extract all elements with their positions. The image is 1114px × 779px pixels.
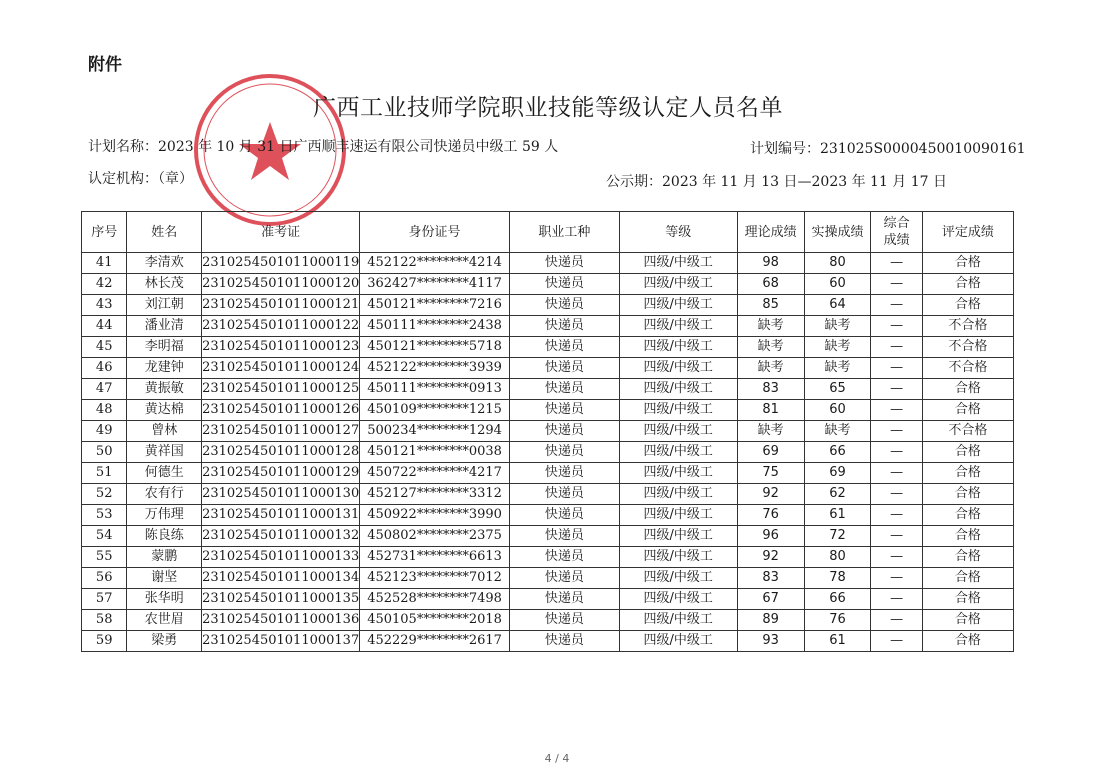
cell-ticket: 2310254501011000127 [202,421,360,442]
cell-name: 谢坚 [127,568,202,589]
table-row [82,568,1014,589]
cell-name: 农有行 [127,484,202,505]
cell-name: 陈良练 [127,526,202,547]
cell-ticket: 2310254501011000122 [202,316,360,337]
cell-grade: 四级/中级工 [619,316,737,337]
table-body [82,253,1014,652]
cell-practice: 80 [804,547,871,568]
table-row [82,484,1014,505]
cell-theory: 93 [737,631,804,652]
cell-overall: — [871,316,922,337]
cell-theory: 缺考 [737,337,804,358]
cell-name: 刘江朝 [127,295,202,316]
col-header-name: 姓名 [127,212,202,253]
cell-grade: 四级/中级工 [619,421,737,442]
attachment-label: 附件 [88,55,122,75]
cell-overall: — [871,547,922,568]
col-header-trade: 职业工种 [509,212,619,253]
cell-result: 不合格 [922,337,1013,358]
cell-name: 黄祥国 [127,442,202,463]
cell-trade: 快递员 [509,316,619,337]
cell-name: 万伟理 [127,505,202,526]
cell-overall: — [871,568,922,589]
notice-period: 公示期：2023 年 11 月 13 日—2023 年 11 月 17 日 [606,174,948,190]
cell-practice: 72 [804,526,871,547]
cell-id: 452229********2617 [360,631,510,652]
cell-practice: 61 [804,631,871,652]
cell-theory: 81 [737,400,804,421]
cell-result: 合格 [922,505,1013,526]
cell-grade: 四级/中级工 [619,484,737,505]
roster-table [81,211,1014,652]
cell-practice: 缺考 [804,337,871,358]
cell-ticket: 2310254501011000134 [202,568,360,589]
cell-overall: — [871,253,922,274]
cell-practice: 缺考 [804,358,871,379]
cell-no: 45 [82,337,127,358]
cell-no: 47 [82,379,127,400]
cell-id: 450121********0038 [360,442,510,463]
cell-theory: 85 [737,295,804,316]
cell-overall: — [871,484,922,505]
cell-no: 51 [82,463,127,484]
table-row [82,589,1014,610]
cell-theory: 89 [737,610,804,631]
cell-theory: 76 [737,505,804,526]
cell-grade: 四级/中级工 [619,253,737,274]
cell-no: 55 [82,547,127,568]
cell-overall: — [871,400,922,421]
cell-id: 452122********3939 [360,358,510,379]
table-row [82,526,1014,547]
cell-practice: 65 [804,379,871,400]
cell-result: 合格 [922,379,1013,400]
page-indicator: 4 / 4 [544,752,570,765]
cell-overall: — [871,274,922,295]
cell-overall: — [871,421,922,442]
cell-name: 李清欢 [127,253,202,274]
cell-ticket: 2310254501011000124 [202,358,360,379]
table-row [82,463,1014,484]
certifying-org: 认定机构：（章） [88,171,193,187]
cell-theory: 69 [737,442,804,463]
cell-grade: 四级/中级工 [619,337,737,358]
cell-id: 450109********1215 [360,400,510,421]
cell-trade: 快递员 [509,463,619,484]
cell-id: 452731********6613 [360,547,510,568]
page-title: 广西工业技师学院职业技能等级认定人员名单 [313,95,783,121]
cell-ticket: 2310254501011000121 [202,295,360,316]
cell-ticket: 2310254501011000135 [202,589,360,610]
cell-ticket: 2310254501011000126 [202,400,360,421]
cell-overall: — [871,337,922,358]
cell-result: 不合格 [922,316,1013,337]
cell-id: 450722********4217 [360,463,510,484]
cell-theory: 92 [737,484,804,505]
cell-name: 黄振敏 [127,379,202,400]
cell-result: 不合格 [922,421,1013,442]
table-row [82,421,1014,442]
table-header-row [82,212,1014,253]
cell-name: 黄达棉 [127,400,202,421]
cell-no: 43 [82,295,127,316]
cell-no: 48 [82,400,127,421]
table-row [82,379,1014,400]
cell-id: 452122********4214 [360,253,510,274]
cell-id: 450121********5718 [360,337,510,358]
cell-overall: — [871,463,922,484]
cell-practice: 缺考 [804,316,871,337]
cell-theory: 98 [737,253,804,274]
cell-grade: 四级/中级工 [619,379,737,400]
cell-result: 合格 [922,295,1013,316]
table-row [82,547,1014,568]
col-header-overall [871,212,922,253]
cell-ticket: 2310254501011000123 [202,337,360,358]
table-row [82,610,1014,631]
cell-name: 李明福 [127,337,202,358]
cell-grade: 四级/中级工 [619,610,737,631]
cell-practice: 78 [804,568,871,589]
table-row [82,295,1014,316]
cell-ticket: 2310254501011000130 [202,484,360,505]
col-header-overall-line2: 成绩 [883,233,910,248]
cell-theory: 83 [737,568,804,589]
cell-theory: 缺考 [737,358,804,379]
cell-practice: 66 [804,589,871,610]
cell-name: 张华明 [127,589,202,610]
cell-ticket: 2310254501011000133 [202,547,360,568]
cell-no: 52 [82,484,127,505]
cell-theory: 缺考 [737,421,804,442]
cell-overall: — [871,295,922,316]
cell-result: 合格 [922,400,1013,421]
cell-trade: 快递员 [509,442,619,463]
cell-trade: 快递员 [509,421,619,442]
cell-grade: 四级/中级工 [619,547,737,568]
cell-overall: — [871,379,922,400]
table-row [82,316,1014,337]
cell-grade: 四级/中级工 [619,589,737,610]
cell-name: 潘业清 [127,316,202,337]
cell-name: 曾林 [127,421,202,442]
cell-no: 41 [82,253,127,274]
cell-practice: 62 [804,484,871,505]
col-header-no: 序号 [82,212,127,253]
cell-trade: 快递员 [509,589,619,610]
cell-id: 452127********3312 [360,484,510,505]
cell-id: 500234********1294 [360,421,510,442]
cell-grade: 四级/中级工 [619,400,737,421]
cell-theory: 75 [737,463,804,484]
cell-overall: — [871,610,922,631]
col-header-result: 评定成绩 [922,212,1013,253]
cell-result: 合格 [922,484,1013,505]
cell-practice: 76 [804,610,871,631]
cell-no: 46 [82,358,127,379]
cell-ticket: 2310254501011000125 [202,379,360,400]
cell-result: 合格 [922,442,1013,463]
cell-overall: — [871,526,922,547]
cell-name: 蒙鹏 [127,547,202,568]
cell-trade: 快递员 [509,526,619,547]
cell-trade: 快递员 [509,253,619,274]
cell-name: 林长茂 [127,274,202,295]
col-header-ticket: 准考证 [202,212,360,253]
cell-id: 450922********3990 [360,505,510,526]
cell-practice: 80 [804,253,871,274]
cell-id: 450802********2375 [360,526,510,547]
cell-trade: 快递员 [509,274,619,295]
cell-name: 何德生 [127,463,202,484]
cell-ticket: 2310254501011000128 [202,442,360,463]
cell-ticket: 2310254501011000131 [202,505,360,526]
cell-no: 59 [82,631,127,652]
cell-ticket: 2310254501011000120 [202,274,360,295]
col-header-theory: 理论成绩 [737,212,804,253]
cell-grade: 四级/中级工 [619,526,737,547]
cell-trade: 快递员 [509,631,619,652]
cell-no: 42 [82,274,127,295]
cell-no: 54 [82,526,127,547]
cell-grade: 四级/中级工 [619,568,737,589]
cell-result: 合格 [922,274,1013,295]
cell-trade: 快递员 [509,400,619,421]
cell-theory: 68 [737,274,804,295]
cell-trade: 快递员 [509,505,619,526]
cell-grade: 四级/中级工 [619,274,737,295]
cell-trade: 快递员 [509,484,619,505]
cell-result: 合格 [922,547,1013,568]
plan-name: 计划名称：2023 年 10 月 31 日广西顺丰速运有限公司快递员中级工 59 人 [88,139,559,155]
cell-theory: 96 [737,526,804,547]
cell-no: 49 [82,421,127,442]
cell-trade: 快递员 [509,547,619,568]
cell-grade: 四级/中级工 [619,358,737,379]
cell-result: 合格 [922,631,1013,652]
cell-theory: 67 [737,589,804,610]
cell-practice: 66 [804,442,871,463]
col-header-id: 身份证号 [360,212,510,253]
cell-grade: 四级/中级工 [619,631,737,652]
table-row [82,400,1014,421]
cell-trade: 快递员 [509,358,619,379]
cell-ticket: 2310254501011000132 [202,526,360,547]
cell-theory: 83 [737,379,804,400]
cell-id: 450111********2438 [360,316,510,337]
cell-no: 44 [82,316,127,337]
cell-overall: — [871,589,922,610]
cell-ticket: 2310254501011000136 [202,610,360,631]
cell-result: 合格 [922,568,1013,589]
table-row [82,253,1014,274]
cell-trade: 快递员 [509,610,619,631]
cell-no: 56 [82,568,127,589]
cell-id: 362427********4117 [360,274,510,295]
col-header-practice: 实操成绩 [804,212,871,253]
cell-practice: 64 [804,295,871,316]
cell-result: 合格 [922,253,1013,274]
cell-name: 龙建钟 [127,358,202,379]
cell-practice: 69 [804,463,871,484]
cell-grade: 四级/中级工 [619,505,737,526]
cell-trade: 快递员 [509,337,619,358]
cell-practice: 60 [804,400,871,421]
cell-ticket: 2310254501011000137 [202,631,360,652]
cell-result: 合格 [922,589,1013,610]
cell-ticket: 2310254501011000119 [202,253,360,274]
cell-id: 450105********2018 [360,610,510,631]
cell-result: 合格 [922,526,1013,547]
plan-number: 计划编号：231025S0000450010090161 [750,141,1026,157]
cell-trade: 快递员 [509,568,619,589]
table-row [82,358,1014,379]
cell-theory: 缺考 [737,316,804,337]
cell-no: 53 [82,505,127,526]
col-header-overall-line1: 综合 [883,216,910,231]
cell-trade: 快递员 [509,295,619,316]
cell-name: 农世眉 [127,610,202,631]
table-row [82,631,1014,652]
cell-practice: 缺考 [804,421,871,442]
cell-overall: — [871,358,922,379]
table-row [82,337,1014,358]
cell-result: 合格 [922,610,1013,631]
cell-ticket: 2310254501011000129 [202,463,360,484]
cell-grade: 四级/中级工 [619,442,737,463]
cell-id: 452528********7498 [360,589,510,610]
cell-id: 450111********0913 [360,379,510,400]
cell-grade: 四级/中级工 [619,463,737,484]
cell-id: 450121********7216 [360,295,510,316]
cell-no: 57 [82,589,127,610]
cell-no: 58 [82,610,127,631]
cell-overall: — [871,631,922,652]
cell-no: 50 [82,442,127,463]
cell-theory: 92 [737,547,804,568]
table-row [82,442,1014,463]
cell-result: 不合格 [922,358,1013,379]
cell-overall: — [871,442,922,463]
cell-name: 梁勇 [127,631,202,652]
cell-grade: 四级/中级工 [619,295,737,316]
cell-practice: 61 [804,505,871,526]
cell-practice: 60 [804,274,871,295]
table-row [82,274,1014,295]
cell-overall: — [871,505,922,526]
cell-trade: 快递员 [509,379,619,400]
cell-id: 452123********7012 [360,568,510,589]
col-header-grade: 等级 [619,212,737,253]
table-row [82,505,1014,526]
cell-result: 合格 [922,463,1013,484]
